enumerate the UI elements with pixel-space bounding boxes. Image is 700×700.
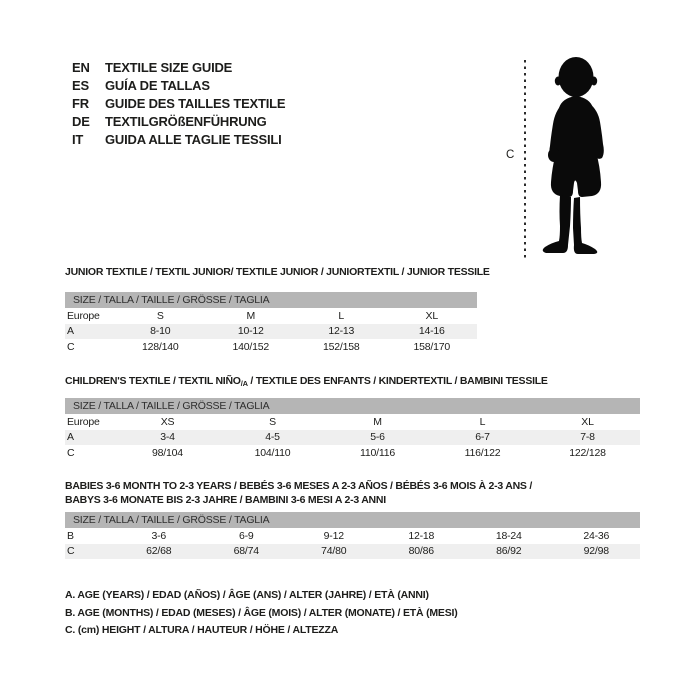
lang-label: TEXTILE SIZE GUIDE [105, 60, 233, 75]
section-title [65, 479, 640, 493]
table-row [65, 430, 640, 446]
row-label: C [67, 340, 75, 353]
row-label: B [67, 529, 74, 542]
section-babies-textile [65, 479, 640, 559]
section-title [65, 374, 640, 391]
lang-row-es [72, 77, 285, 95]
table-row [65, 324, 477, 340]
row-label: A [67, 431, 74, 444]
lang-code: FR [72, 96, 89, 111]
section-childrens-textile [65, 374, 640, 461]
table-cell: 18-24 [495, 529, 522, 542]
lang-code: EN [72, 60, 90, 75]
row-label: C [67, 545, 75, 558]
size-table-header: SIZE / TALLA / TAILLE / GRÖSSE / TAGLIA [65, 398, 640, 414]
table-row [65, 528, 640, 544]
table-cell: XL [581, 415, 594, 428]
lang-row-de [72, 113, 285, 131]
baby-silhouette-icon [529, 55, 629, 261]
table-cell: 24-36 [583, 529, 610, 542]
table-cell: 158/170 [413, 340, 451, 353]
table-cell: 140/152 [232, 340, 270, 353]
section-title-text: CHILDREN'S TEXTILE / TEXTIL NIÑO [65, 375, 241, 387]
size-table [65, 512, 640, 559]
legend-notes [65, 587, 458, 640]
section-title-subscript: /A [240, 379, 248, 388]
size-table [65, 292, 477, 355]
lang-row-en [72, 59, 285, 77]
table-cell: 12-13 [328, 325, 355, 338]
table-cell: 152/158 [322, 340, 360, 353]
table-row [65, 445, 640, 461]
lang-code: ES [72, 78, 89, 93]
table-cell: 128/140 [141, 340, 179, 353]
table-cell: 8-10 [150, 325, 171, 338]
lang-label: TEXTILGRÖßENFÜHRUNG [105, 114, 267, 129]
section-title-text: / TEXTILE DES ENFANTS / KINDERTEXTIL / BAMBINI TESSILE [247, 375, 548, 387]
table-cell: 4-5 [265, 431, 280, 444]
lang-code: IT [72, 132, 84, 147]
table-cell: 3-6 [151, 529, 167, 542]
table-cell: 10-12 [237, 325, 264, 338]
table-cell: 104/110 [254, 446, 291, 459]
table-cell: 116/122 [464, 446, 501, 459]
row-label: A [67, 325, 74, 338]
table-row [65, 544, 640, 560]
lang-code: DE [72, 114, 90, 129]
table-cell: 14-16 [418, 325, 445, 338]
table-cell: 7-8 [580, 431, 595, 444]
height-measure-label: C [506, 149, 515, 161]
table-cell: M [246, 309, 256, 322]
table-cell: XS [160, 415, 175, 428]
section-title [65, 265, 490, 279]
row-label: Europe [67, 309, 100, 322]
table-cell: 92/98 [583, 545, 609, 558]
height-figure [505, 55, 640, 267]
table-cell: 80/86 [408, 545, 434, 558]
row-label: C [67, 446, 75, 459]
section-title [65, 493, 640, 507]
note-line: B. AGE (MONTHS) / EDAD (MESES) / ÂGE (MOIS) / ALTER (MONATE) / ETÀ (MESI) [65, 606, 458, 619]
table-cell: S [156, 309, 164, 322]
table-cell: 62/68 [146, 545, 172, 558]
table-row [65, 414, 640, 430]
size-table-header: SIZE / TALLA / TAILLE / GRÖSSE / TAGLIA [65, 292, 477, 308]
table-cell: M [373, 415, 382, 428]
table-cell: 5-6 [370, 431, 385, 444]
lang-label: GUIDA ALLE TAGLIE TESSILI [105, 132, 282, 147]
table-cell: L [338, 309, 345, 322]
table-cell: 68/74 [233, 545, 259, 558]
note-line: C. (cm) HEIGHT / ALTURA / HAUTEUR / HÖHE / ALTEZZA [65, 624, 339, 636]
table-cell: L [479, 415, 486, 428]
section-title-text: BABYS 3-6 MONATE BIS 2-3 JAHRE / BAMBINI 3-6 MESI A 2-3 ANNI [65, 494, 386, 506]
size-table-header: SIZE / TALLA / TAILLE / GRÖSSE / TAGLIA [65, 512, 640, 528]
size-table [65, 398, 640, 461]
section-title-text: JUNIOR TEXTILE / TEXTIL JUNIOR/ TEXTILE JUNIOR / JUNIORTEXTIL / JUNIOR TESSILE [65, 266, 490, 278]
table-cell: 98/104 [152, 446, 183, 459]
table-cell: S [269, 415, 276, 428]
table-cell: 12-18 [408, 529, 435, 542]
lang-row-fr [72, 95, 285, 113]
table-cell: 6-7 [475, 431, 490, 444]
table-cell: 74/80 [321, 545, 347, 558]
height-measure-line [524, 60, 526, 260]
language-legend [72, 59, 285, 149]
table-cell: XL [425, 309, 438, 322]
table-row [65, 339, 477, 355]
table-cell: 122/128 [569, 446, 606, 459]
lang-label: GUÍA DE TALLAS [105, 78, 210, 93]
row-label: Europe [67, 415, 100, 428]
table-cell: 9-12 [323, 529, 344, 542]
section-title-text: BABIES 3-6 MONTH TO 2-3 YEARS / BEBÉS 3-6 MESES A 2-3 AÑOS / BÉBÉS 3-6 MOIS À 2-3 ANS / [65, 480, 533, 492]
section-junior-textile [65, 265, 490, 355]
table-cell: 110/116 [360, 446, 395, 459]
table-cell: 86/92 [496, 545, 522, 558]
table-cell: 3-4 [160, 431, 175, 444]
table-row [65, 308, 477, 324]
lang-label: GUIDE DES TAILLES TEXTILE [105, 96, 286, 111]
table-cell: 6-9 [238, 529, 254, 542]
note-line: A. AGE (YEARS) / EDAD (AÑOS) / ÂGE (ANS) / ALTER (JAHRE) / ETÀ (ANNI) [65, 589, 429, 601]
lang-row-it [72, 131, 285, 149]
